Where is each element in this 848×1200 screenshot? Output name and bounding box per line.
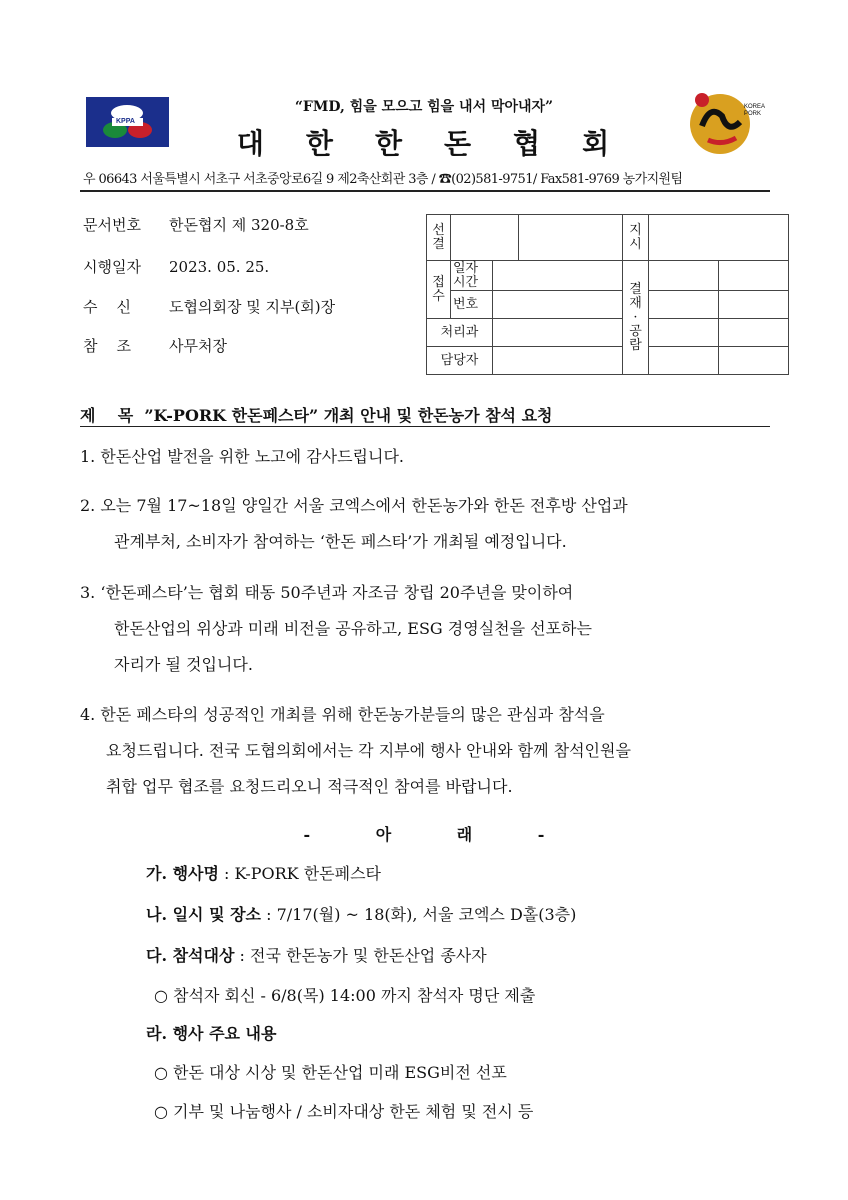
paragraph-1: 1. 한돈산업 발전을 위한 노고에 감사드립니다. (80, 447, 404, 466)
approval-empty-cell (719, 347, 789, 375)
cheorigwa-cell: 처리과 (427, 319, 493, 347)
issue-date-value: 2023. 05. 25. (169, 258, 270, 276)
approval-empty-cell (719, 291, 789, 319)
slogan: “FMD, 힘을 모으고 힘을 내서 막아내자” (294, 99, 554, 115)
doc-number (83, 214, 309, 235)
detail-item-c-label: 다. 참석대상 (146, 946, 235, 965)
header-divider (80, 190, 770, 192)
paragraph-3-line-2: 한돈산업의 위상과 미래 비전을 공유하고, ESG 경영실천을 선포하는 (114, 619, 592, 638)
paragraph-3-line-1: 3. ‘한돈페스타’는 협회 태동 50주년과 자조금 창립 20주년을 맞이하여 (80, 583, 574, 602)
seon-gyeol-cell: 선 결 (427, 215, 451, 261)
detail-item-c (146, 943, 487, 966)
org-name: 대한한돈협회 (236, 127, 652, 160)
approval-empty-cell (719, 261, 789, 291)
detail-item-b (146, 902, 576, 925)
doc-number-value: 한돈협지 제 320-8호 (169, 216, 309, 234)
paragraph-2-line-2: 관계부처, 소비자가 참여하는 ‘한돈 페스타’가 개최될 예정입니다. (114, 532, 567, 551)
reference-label: 참 조 (83, 337, 132, 355)
recipient (83, 296, 335, 317)
approval-empty-cell (451, 215, 519, 261)
detail-item-b-value: : 7/17(월) ~ 18(화), 서울 코엑스 D홀(3층) (261, 905, 577, 924)
detail-item-c-bullet: ○ 참석자 회신 - 6/8(목) 14:00 까지 참석자 명단 제출 (154, 986, 536, 1005)
approval-table (426, 214, 789, 375)
approval-empty-cell (493, 347, 623, 375)
recipient-label: 수 신 (83, 298, 132, 316)
gyeoljae-gongram-cell: 결 재 · 공 람 (623, 261, 649, 375)
approval-empty-cell (493, 291, 623, 319)
reference (83, 335, 227, 356)
approval-empty-cell (493, 319, 623, 347)
detail-item-b-label: 나. 일시 및 장소 (146, 905, 262, 924)
subject-line: 제 목 ”K-PORK 한돈페스타” 개최 안내 및 한돈농가 참석 요청 (80, 406, 553, 425)
approval-empty-cell (649, 215, 789, 261)
ji-si-cell: 지 시 (623, 215, 649, 261)
approval-empty-cell (649, 347, 719, 375)
approval-empty-cell (649, 261, 719, 291)
doc-number-label: 문서번호 (83, 216, 141, 234)
paragraph-4-line-2: 요청드립니다. 전국 도협의회에서는 각 지부에 행사 안내와 함께 참석인원을 (106, 741, 631, 760)
issue-date-label: 시행일자 (83, 258, 141, 276)
ilja-sigan-cell: 일자 시간 (451, 261, 493, 291)
beonho-cell: 번호 (451, 291, 493, 319)
reference-value: 사무처장 (169, 337, 227, 355)
detail-item-a-value: : K-PORK 한돈페스타 (218, 864, 381, 883)
approval-empty-cell (493, 261, 623, 291)
approval-empty-cell (719, 319, 789, 347)
paragraph-4-line-1: 4. 한돈 페스타의 성공적인 개최를 위해 한돈농가분들의 많은 관심과 참석을 (80, 705, 605, 724)
jeob-su-cell: 접 수 (427, 261, 451, 319)
subject-divider (80, 426, 770, 427)
paragraph-4-line-3: 취합 업무 협조를 요청드리오니 적극적인 참여를 바랍니다. (106, 777, 513, 796)
detail-item-d-bullet-2: ○ 기부 및 나눔행사 / 소비자대상 한돈 체험 및 전시 등 (154, 1102, 534, 1121)
damdangja-cell: 담당자 (427, 347, 493, 375)
detail-item-c-value: : 전국 한돈농가 및 한돈산업 종사자 (234, 946, 487, 965)
recipient-value: 도협의회장 및 지부(회)장 (169, 298, 336, 316)
korea-pork-text: KOREA PORK (744, 104, 765, 117)
approval-empty-cell (649, 319, 719, 347)
detail-item-d-label: 라. 행사 주요 내용 (146, 1024, 277, 1043)
approval-empty-cell (649, 291, 719, 319)
issue-date (83, 256, 269, 277)
detail-item-d (146, 1021, 276, 1044)
korea-pork-logo (688, 86, 768, 156)
detail-item-d-bullet-1: ○ 한돈 대상 시상 및 한돈산업 미래 ESG비전 선포 (154, 1063, 507, 1082)
kppa-logo-text: KPPA (116, 118, 135, 125)
detail-item-a (146, 861, 381, 884)
address-line: 우 06643 서울특별시 서초구 서초중앙로6길 9 제2축산회관 3층 / ☎(02)581-9751/ Fax581-9769 농가지원팀 (83, 172, 683, 187)
detail-item-a-label: 가. 행사명 (146, 864, 219, 883)
paragraph-2-line-1: 2. 오는 7월 17~18일 양일간 서울 코엑스에서 한돈농가와 한돈 전후방 산업과 (80, 496, 628, 515)
paragraph-3-line-3: 자리가 될 것입니다. (114, 655, 253, 674)
approval-empty-cell (519, 215, 623, 261)
details-title: - 아 래 - (303, 825, 575, 844)
